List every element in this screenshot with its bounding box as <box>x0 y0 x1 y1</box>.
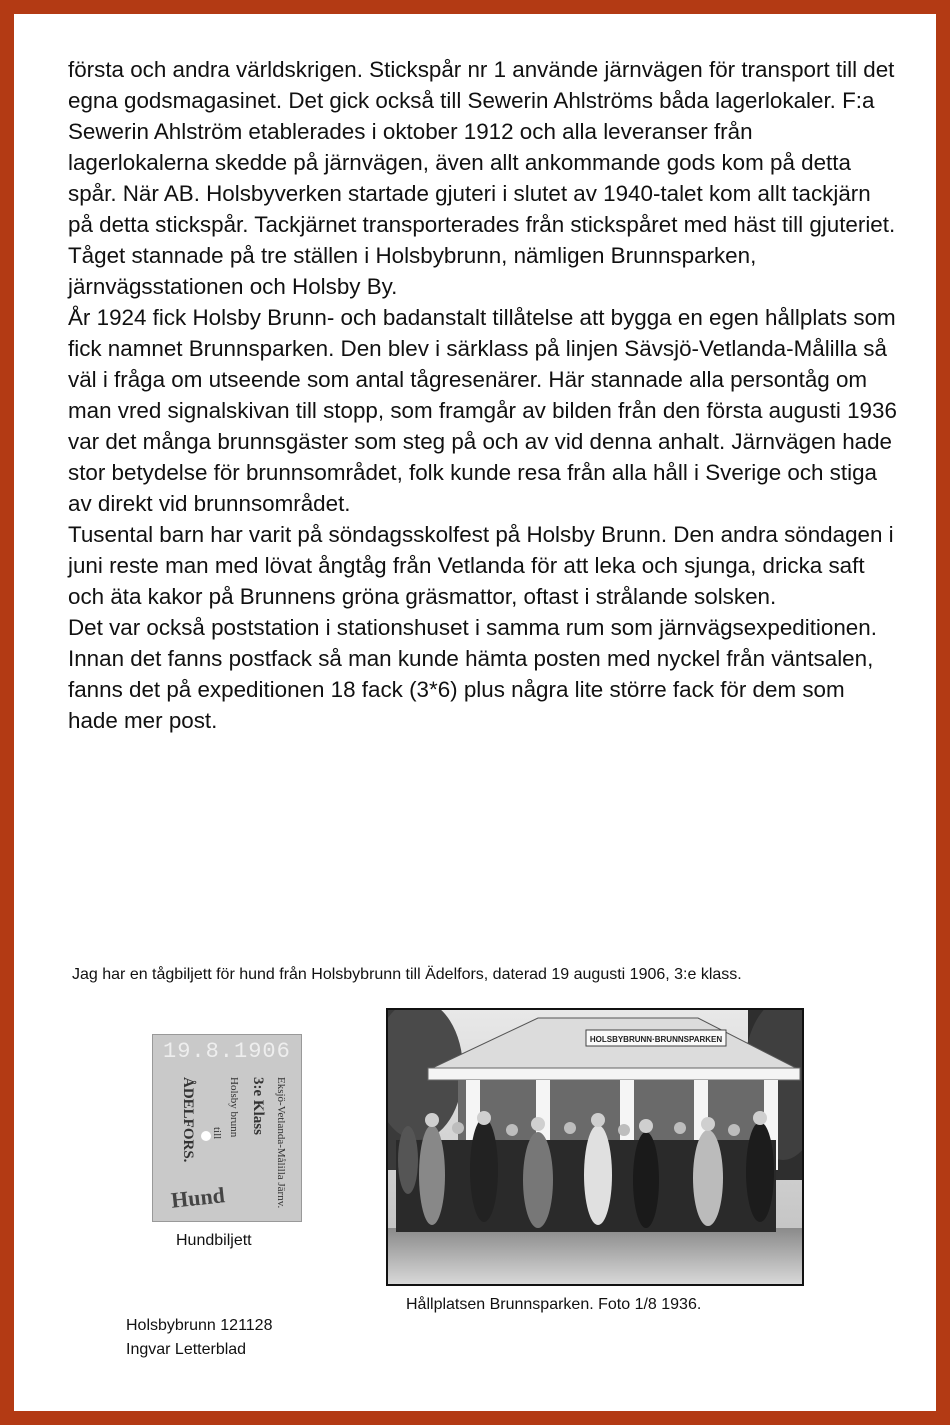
article-body <box>68 54 898 736</box>
photo-caption: Hållplatsen Brunnsparken. Foto 1/8 1936. <box>406 1296 702 1313</box>
ticket-caption: Hundbiljett <box>176 1232 252 1249</box>
ticket-date: 19.8.1906 <box>163 1039 291 1064</box>
ticket-class: 3:e Klass <box>250 1077 266 1135</box>
document-page <box>14 14 936 1411</box>
paragraph-stickspar: första och andra världskrigen. Stickspår nr 1 använde järnvägen för transport till det egna godsmagasinet. Det gick också till Sewerin Ahlströms båda lagerlokaler. F:a Sewerin Ahlström etablerades i oktober 1912 och alla leveranser från lagerlokalerna skedde på järnvägen, även allt ankommande gods kom på detta spår. När AB. Holsbyverken startade gjuteri i slutet av 1940-talet kom allt tackjärn på detta stickspår. Tackjärnet transporterades från stickspåret med häst till gjuteriet. <box>68 57 896 237</box>
station-sign-text: HOLSBYBRUNN·BRUNNSPARKEN <box>589 1035 723 1044</box>
station-photo-drawing <box>388 1010 802 1284</box>
paragraph-brunnsparken: År 1924 fick Holsby Brunn- och badanstalt tillåtelse att bygga en egen hållplats som fick namnet Brunnsparken. Den blev i särklass på linjen Sävsjö-Vetlanda-Målilla så väl i fråga om utseende som antal tågresenärer. Här stannade alla persontåg om man vred signalskivan till stopp, som framgår av bilden från den första augusti 1936 var det många brunnsgäster som steg på och av vid denna anhalt. Järnvägen hade stor betydelse för brunnsområdet, folk kunde resa från alla håll i Sverige och stiga av direkt vid brunnsområdet. <box>68 305 897 516</box>
paragraph-stops: Tåget stannade på tre ställen i Holsbybrunn, nämligen Brunnsparken, järnvägsstationen och Holsby By. <box>68 243 757 299</box>
ticket-from: Holsby brunn <box>228 1077 240 1138</box>
dog-ticket-image <box>152 1034 302 1222</box>
ticket-railway: Eksjö-Vetlanda-Målilla Järnv. <box>275 1077 287 1209</box>
ticket-intro-caption: Jag har en tågbiljett för hund från Holsbybrunn till Ädelfors, daterad 19 augusti 1906, 3:e klass. <box>72 966 742 983</box>
signature-block <box>126 1314 272 1362</box>
ticket-destination: ÅDELFORS. <box>180 1077 196 1163</box>
ticket-punch-hole <box>201 1131 211 1141</box>
ticket-stamp: Hund <box>169 1182 226 1213</box>
signature-author: Ingvar Letterblad <box>126 1341 247 1358</box>
paragraph-poststation: Det var också poststation i stationshuset i samma rum som järnvägsexpeditionen. Innan det fanns postfack så man kunde hämta posten med nyckel från väntsalen, fanns det på expeditionen 18 fack (3*6) plus några lite större fack för dem som hade mer post. <box>68 615 877 733</box>
station-photo <box>386 1008 804 1286</box>
paragraph-sondagsskolfest: Tusental barn har varit på söndagsskolfest på Holsby Brunn. Den andra söndagen i juni reste man med lövat ångtåg från Vetlanda för att leka och sjunga, dricka saft och äta kakor på Brunnens gröna gräsmattor, oftast i strålande solsken. <box>68 522 894 609</box>
ticket-to-word: till <box>211 1127 223 1140</box>
signature-place-date: Holsbybrunn 121128 <box>126 1317 273 1334</box>
